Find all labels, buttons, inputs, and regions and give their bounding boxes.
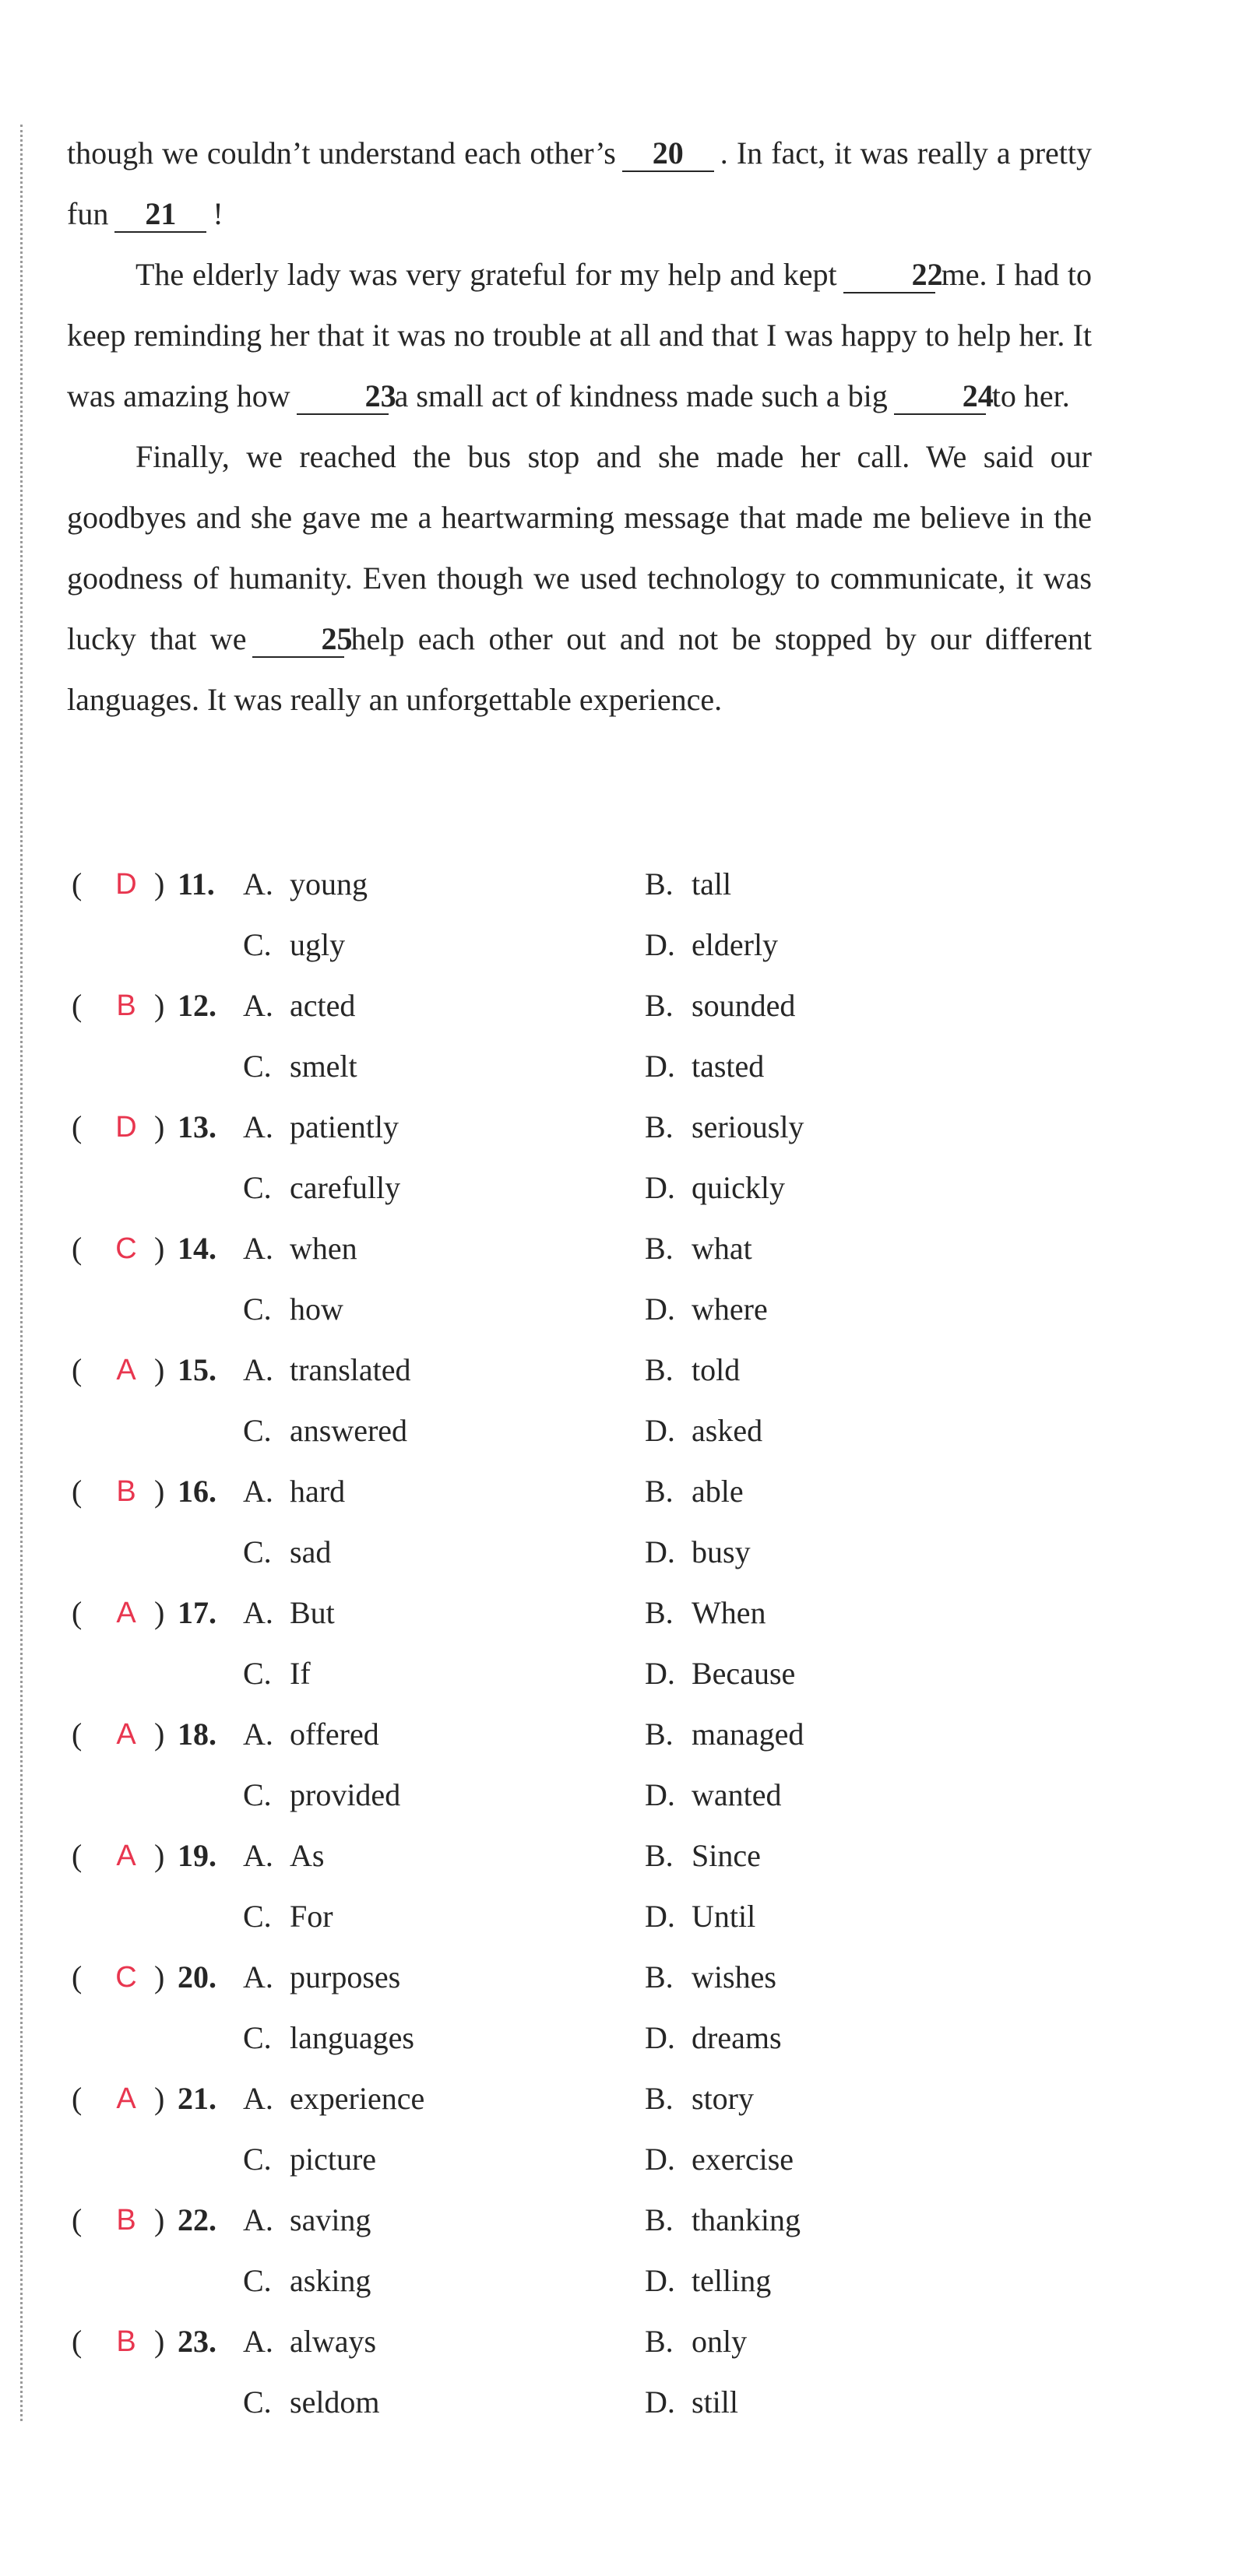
option-b-letter: B. <box>645 1959 674 1994</box>
option-a-letter: A. <box>243 866 273 901</box>
paren-close: ) <box>154 2324 165 2359</box>
paren-close: ) <box>154 2081 165 2116</box>
option-a: offered <box>290 1717 379 1752</box>
option-d: busy <box>692 1534 751 1569</box>
option-c: picture <box>290 2142 377 2177</box>
paren-open: ( <box>72 2324 83 2359</box>
paragraph-2 <box>67 244 1092 427</box>
question-row-cd <box>67 2008 1079 2068</box>
option-d-letter: D. <box>645 1049 675 1084</box>
option-b-letter: B. <box>645 2081 674 2116</box>
paren-open: ( <box>72 1109 83 1144</box>
option-d-letter: D. <box>645 2142 675 2177</box>
answer-mark: B <box>116 1475 136 1508</box>
question-number: 18. <box>178 1717 216 1752</box>
option-c: how <box>290 1292 343 1327</box>
option-a: always <box>290 2324 377 2359</box>
option-c: carefully <box>290 1170 401 1205</box>
passage-text: to her. <box>991 378 1070 413</box>
paren-close: ) <box>154 1352 165 1387</box>
question-row-cd <box>67 2251 1079 2311</box>
option-d-letter: D. <box>645 1777 675 1812</box>
answer-mark: B <box>116 989 136 1022</box>
option-b: When <box>692 1595 766 1630</box>
option-d-letter: D. <box>645 2020 675 2055</box>
option-b-letter: B. <box>645 1595 674 1630</box>
option-b-letter: B. <box>645 2202 674 2237</box>
option-b-letter: B. <box>645 1231 674 1266</box>
option-c-letter: C. <box>243 2020 272 2055</box>
paren-open: ( <box>72 1595 83 1630</box>
paren-open: ( <box>72 988 83 1023</box>
question-row <box>67 854 1079 915</box>
question-number: 15. <box>178 1352 216 1387</box>
option-a: translated <box>290 1352 411 1387</box>
option-b: only <box>692 2324 748 2359</box>
option-b: sounded <box>692 988 796 1023</box>
blank-20: 20 <box>622 136 714 172</box>
option-b: Since <box>692 1838 761 1873</box>
option-c: For <box>290 1899 333 1934</box>
answer-mark: B <box>116 2204 136 2237</box>
option-d-letter: D. <box>645 1292 675 1327</box>
blank-24: 24 <box>894 379 986 415</box>
passage-text: Finally, we reached the bus stop and she made her call. We said our goodbyes and she gave me a heartwarming message that made me believe in the goodness of humanity. Even though we used technology to communicate, it was lucky that we <box>67 439 1092 656</box>
option-c: answered <box>290 1413 408 1448</box>
question-number: 17. <box>178 1595 216 1630</box>
question-row-cd <box>67 1279 1079 1340</box>
paren-close: ) <box>154 1717 165 1752</box>
option-c-letter: C. <box>243 1656 272 1691</box>
paren-close: ) <box>154 1959 165 1994</box>
paragraph-1 <box>67 123 1092 244</box>
answer-mark: A <box>116 1840 136 1872</box>
option-d: asked <box>692 1413 763 1448</box>
option-c-letter: C. <box>243 1292 272 1327</box>
option-a-letter: A. <box>243 1109 273 1144</box>
option-d: exercise <box>692 2142 794 2177</box>
option-a-letter: A. <box>243 1959 273 1994</box>
option-b: thanking <box>692 2202 801 2237</box>
question-row <box>67 1461 1079 1522</box>
option-c-letter: C. <box>243 1170 272 1205</box>
question-row-cd <box>67 1886 1079 1947</box>
answer-mark: B <box>116 2325 136 2358</box>
question-number: 16. <box>178 1474 216 1509</box>
paren-open: ( <box>72 1959 83 1994</box>
paren-open: ( <box>72 1717 83 1752</box>
answer-mark: D <box>115 1111 137 1144</box>
answer-mark: C <box>115 1232 137 1265</box>
question-number: 12. <box>178 988 216 1023</box>
paren-open: ( <box>72 866 83 901</box>
option-c: languages <box>290 2020 414 2055</box>
passage-text: a small act of kindness made such a big <box>394 378 888 413</box>
question-row <box>67 1704 1079 1765</box>
option-c-letter: C. <box>243 927 272 962</box>
question-number: 23. <box>178 2324 216 2359</box>
option-c-letter: C. <box>243 1534 272 1569</box>
question-row-cd <box>67 1400 1079 1461</box>
question-row <box>67 1583 1079 1643</box>
option-d: wanted <box>692 1777 782 1812</box>
option-d-letter: D. <box>645 1413 675 1448</box>
option-b-letter: B. <box>645 1352 674 1387</box>
option-c-letter: C. <box>243 1899 272 1934</box>
question-row <box>67 1218 1079 1279</box>
option-c: ugly <box>290 927 346 962</box>
option-b: managed <box>692 1717 804 1752</box>
question-number: 22. <box>178 2202 216 2237</box>
option-d: Because <box>692 1656 796 1691</box>
question-number: 21. <box>178 2081 216 2116</box>
question-row <box>67 975 1079 1036</box>
option-a-letter: A. <box>243 2324 273 2359</box>
question-row-cd <box>67 1522 1079 1583</box>
paren-open: ( <box>72 1474 83 1509</box>
question-number: 20. <box>178 1959 216 1994</box>
paren-close: ) <box>154 1595 165 1630</box>
blank-22: 22 <box>843 258 935 293</box>
margin-dotted-line <box>20 125 23 2421</box>
option-b-letter: B. <box>645 866 674 901</box>
option-a-letter: A. <box>243 2202 273 2237</box>
option-d-letter: D. <box>645 2263 675 2298</box>
option-a-letter: A. <box>243 1838 273 1873</box>
option-b: able <box>692 1474 744 1509</box>
option-a: hard <box>290 1474 346 1509</box>
option-c: sad <box>290 1534 332 1569</box>
option-d: elderly <box>692 927 779 962</box>
option-c-letter: C. <box>243 2263 272 2298</box>
option-d: tasted <box>692 1049 765 1084</box>
option-b-letter: B. <box>645 1109 674 1144</box>
passage <box>67 123 1092 730</box>
option-a: acted <box>290 988 356 1023</box>
question-row-cd <box>67 1036 1079 1097</box>
blank-25: 25 <box>252 622 344 658</box>
question-row-cd <box>67 1158 1079 1218</box>
option-c-letter: C. <box>243 2142 272 2177</box>
question-number: 19. <box>178 1838 216 1873</box>
paren-open: ( <box>72 1352 83 1387</box>
answer-mark: C <box>115 1961 137 1994</box>
option-b: tall <box>692 866 732 901</box>
question-number: 14. <box>178 1231 216 1266</box>
option-d: Until <box>692 1899 756 1934</box>
option-a: experience <box>290 2081 425 2116</box>
option-a-letter: A. <box>243 1352 273 1387</box>
passage-text: The elderly lady was very grateful for my help and kept <box>136 257 837 292</box>
option-c: smelt <box>290 1049 357 1084</box>
option-d: dreams <box>692 2020 782 2055</box>
paren-open: ( <box>72 1231 83 1266</box>
paren-close: ) <box>154 988 165 1023</box>
option-c-letter: C. <box>243 1049 272 1084</box>
option-c: If <box>290 1656 311 1691</box>
answer-mark: A <box>116 1718 136 1751</box>
option-a: But <box>290 1595 335 1630</box>
paren-open: ( <box>72 2202 83 2237</box>
option-b: told <box>692 1352 741 1387</box>
option-a: purposes <box>290 1959 401 1994</box>
option-d-letter: D. <box>645 1656 675 1691</box>
option-a: when <box>290 1231 357 1266</box>
option-b: story <box>692 2081 754 2116</box>
question-row-cd <box>67 2129 1079 2190</box>
option-a: As <box>290 1838 325 1873</box>
option-a-letter: A. <box>243 1717 273 1752</box>
paren-close: ) <box>154 1474 165 1509</box>
answer-mark: A <box>116 1597 136 1629</box>
option-d: still <box>692 2384 739 2420</box>
answer-mark: D <box>115 868 137 901</box>
question-number: 11. <box>178 866 215 901</box>
option-c-letter: C. <box>243 1777 272 1812</box>
option-b: wishes <box>692 1959 776 1994</box>
passage-text: . In fact, it was really a pretty fun <box>67 135 1092 231</box>
question-row <box>67 1947 1079 2008</box>
blank-23: 23 <box>297 379 389 415</box>
answer-mark: A <box>116 1354 136 1386</box>
answer-mark: A <box>116 2082 136 2115</box>
question-row <box>67 2068 1079 2129</box>
option-a: young <box>290 866 368 901</box>
option-c-letter: C. <box>243 1413 272 1448</box>
passage-text: help each other out and not be stopped by our different languages. It was really an unforgettable experience. <box>67 621 1092 717</box>
option-b-letter: B. <box>645 988 674 1023</box>
option-d: quickly <box>692 1170 785 1205</box>
option-a-letter: A. <box>243 2081 273 2116</box>
option-a-letter: A. <box>243 1474 273 1509</box>
question-row <box>67 1340 1079 1400</box>
paren-open: ( <box>72 2081 83 2116</box>
question-row-cd <box>67 1643 1079 1704</box>
option-d-letter: D. <box>645 1899 675 1934</box>
option-d: where <box>692 1292 768 1327</box>
option-d: telling <box>692 2263 772 2298</box>
option-b: what <box>692 1231 752 1266</box>
question-row <box>67 1097 1079 1158</box>
blank-21: 21 <box>114 197 206 233</box>
question-row-cd <box>67 2372 1079 2433</box>
option-b-letter: B. <box>645 1474 674 1509</box>
passage-text: ! <box>213 196 224 231</box>
passage-text: though we couldn’t understand each other’s <box>67 135 616 170</box>
option-d-letter: D. <box>645 1170 675 1205</box>
option-a: saving <box>290 2202 371 2237</box>
question-row <box>67 1826 1079 1886</box>
option-b-letter: B. <box>645 1717 674 1752</box>
option-a-letter: A. <box>243 1595 273 1630</box>
paren-close: ) <box>154 1231 165 1266</box>
question-row <box>67 2311 1079 2372</box>
paragraph-3 <box>67 427 1092 730</box>
option-c-letter: C. <box>243 2384 272 2420</box>
paren-open: ( <box>72 1838 83 1873</box>
option-c: provided <box>290 1777 401 1812</box>
option-a-letter: A. <box>243 988 273 1023</box>
question-row-cd <box>67 915 1079 975</box>
option-a: patiently <box>290 1109 399 1144</box>
option-d-letter: D. <box>645 2384 675 2420</box>
question-row <box>67 2190 1079 2251</box>
option-c: seldom <box>290 2384 380 2420</box>
question-number: 13. <box>178 1109 216 1144</box>
option-b: seriously <box>692 1109 804 1144</box>
option-d-letter: D. <box>645 1534 675 1569</box>
option-d-letter: D. <box>645 927 675 962</box>
paren-close: ) <box>154 866 165 901</box>
paren-close: ) <box>154 1838 165 1873</box>
option-b-letter: B. <box>645 1838 674 1873</box>
option-c: asking <box>290 2263 371 2298</box>
paren-close: ) <box>154 1109 165 1144</box>
option-a-letter: A. <box>243 1231 273 1266</box>
option-b-letter: B. <box>645 2324 674 2359</box>
passage-text: me. I had to keep reminding her that it was no trouble at all and that I was happy to help her. It was amazing how <box>67 257 1092 413</box>
question-row-cd <box>67 1765 1079 1826</box>
question-list <box>67 854 1079 2433</box>
paren-close: ) <box>154 2202 165 2237</box>
